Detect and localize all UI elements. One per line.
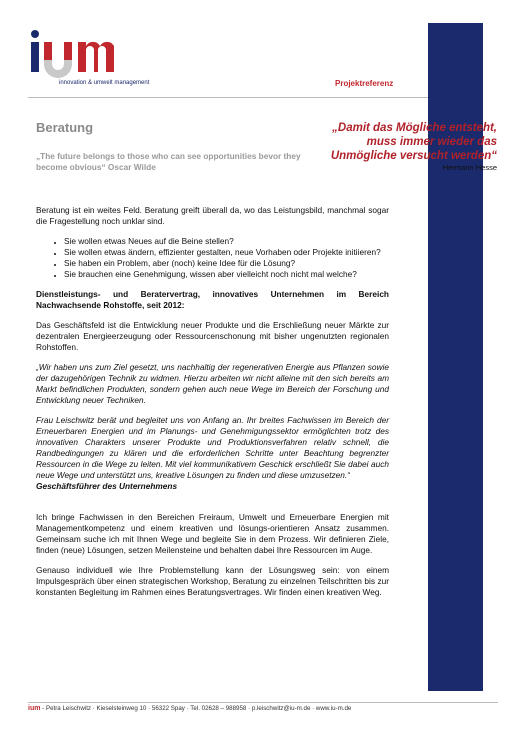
list-item: • Sie haben ein Problem, aber (noch) keine Idee für die Lösung? [64, 258, 389, 269]
contract-heading: Dienstleistungs- und Beratervertrag, innovatives Unternehmen im Bereich Nachwachsende Rohstoffe, seit 2012: [36, 289, 389, 310]
main-body [36, 205, 389, 607]
list-item: • Sie brauchen eine Genehmigung, wissen aber vielleicht noch nicht mal welche? [64, 269, 389, 280]
footer-brand: ium [28, 705, 41, 712]
page-title: Beratung [36, 120, 94, 135]
intro-paragraph: Beratung ist ein weites Feld. Beratung greift überall da, wo das Leistungsbild, manchmal sogar die Fragestellung noch unklar sind. [36, 205, 389, 226]
section-label: Projektreferenz [335, 79, 394, 88]
client-quote-paragraph: „Wir haben uns zum Ziel gesetzt, uns nachhaltig der regenerativen Energie aus Pflanzen sowie der dazugehörigen Technik zu widmen. Hierzu arbeiten wir nicht alleine mit den sich bereits am Markt befindlichen Produkten, sondern gehen auch neue Wege im Bereich der Forschung und Entwicklung neuer Techniken. [36, 362, 389, 405]
contract-paragraph: Das Geschäftsfeld ist die Entwicklung neuer Produkte und die Erschließung neuer Märkte zur dezentralen Energieerzeugung oder Ressourcenschonung mit bisher ungenutzten regionalen Rohstoffen. [36, 320, 389, 352]
quote-author: Hermann Hesse [442, 163, 497, 172]
logo-subtitle: innovation & umwelt management [59, 80, 150, 86]
hesse-quote: „Damit das Mögliche entsteht, muss immer wieder das Unmögliche versucht werden“ [330, 122, 497, 162]
list-item: • Sie wollen etwas Neues auf die Beine stellen? [64, 236, 389, 247]
list-item: • Sie wollen etwas ändern, effizienter gestalten, neue Vorhaben oder Projekte initiieren? [64, 247, 389, 258]
header-divider [28, 97, 428, 98]
question-list [36, 236, 389, 280]
individual-paragraph: Genauso individuell wie Ihre Problemstellung kann der Lösungsweg sein: von einem Impulsgespräch über einen strategischen Workshop, Beratung zu einzelnen Teilschritten bis zur konstanten Begleitung im Rahmen eines Beratungsvertrages. Wir finden einen kreativen Weg. [36, 565, 389, 597]
expertise-paragraph: Ich bringe Fachwissen in den Bereichen Freiraum, Umwelt und Erneuerbare Energien mit Managementkompetenz und einem kreativen und lösungs-orientieren Ansatz zusammen. Gemeinsam suche ich mit Ihnen Wege und begleite Sie in dem Prozess. Wir definieren Ziele, finden (neue) Lösungen, setzen Meilensteine und behalten dabei Ihre Ressourcen im Auge. [36, 512, 389, 555]
client-signoff: Geschäftsführer des Unternehmens [36, 481, 178, 491]
footer-contact: - Petra Leischwitz · Kieselsteinweg 10 · 56322 Spay · Tel. 02628 – 988958 · p.leischwitz@iu-m.de · www.iu-m.de [40, 705, 352, 712]
footer-divider [28, 702, 498, 703]
client-quote-paragraph: Frau Leischwitz berät und begleitet uns von Anfang an. Ihr breites Fachwissen im Bereich der Erneuerbaren Energien und im Planungs- und Genehmigungssektor ermöglichten trotz des innovativen Charakters unserer Produkte und Produktionsverfahren relativ schnell, die Randbedingungen zu klären und die erforderlichen Schritte unter Beachtung begrenzter Ressourcen in die Wege zu leiten. Mit viel kommunikativem Geschick erschließt Sie dabei auch neue Wege und unterstützt uns, kreative Lösungen zu finden und diese umzusetzen.“ [36, 415, 389, 480]
footer [28, 705, 351, 712]
motto-quote: „The future belongs to those who can see opportunities bevor they become obvious“ Oscar Wilde [36, 151, 301, 172]
